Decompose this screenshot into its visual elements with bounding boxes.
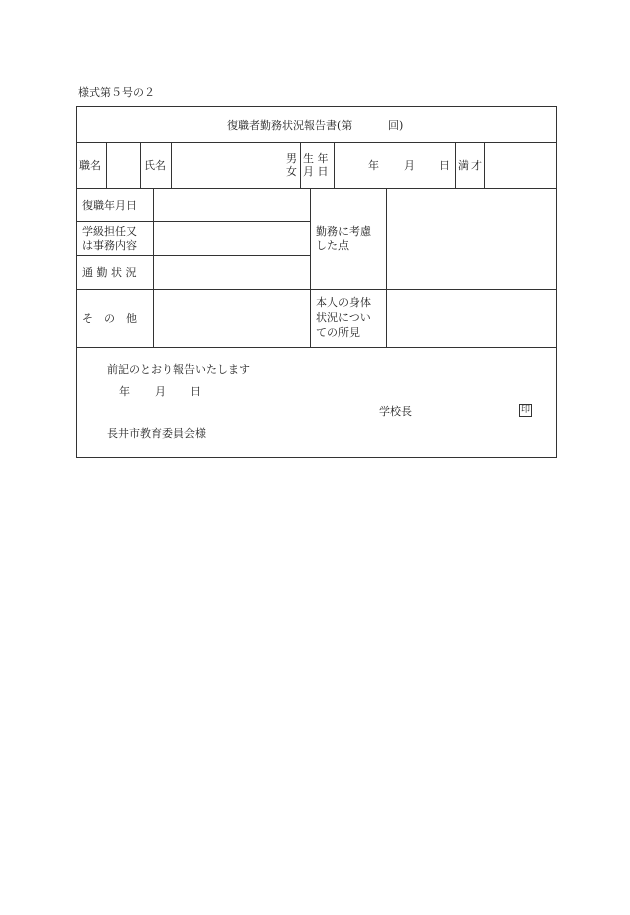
middle-column-divider xyxy=(310,188,311,347)
report-year-unit: 年 xyxy=(119,385,130,398)
age-field[interactable] xyxy=(485,143,556,188)
report-month-unit: 月 xyxy=(155,385,166,398)
age-label: 満 xyxy=(458,159,469,172)
other-divider xyxy=(76,347,557,348)
form-title: 復職者勤務状況報告書(第 xyxy=(227,119,353,132)
other-label: そ の 他 xyxy=(82,312,137,325)
other-field[interactable] xyxy=(154,290,310,347)
addressee: 長井市教育委員会様 xyxy=(107,427,206,440)
form-number: 様式第５号の２ xyxy=(78,86,155,99)
report-count-field[interactable] xyxy=(352,114,384,134)
commute-field[interactable] xyxy=(154,256,310,289)
health-opinion-field[interactable] xyxy=(387,290,556,347)
considerations-label-2: した点 xyxy=(316,239,349,252)
row1-divider xyxy=(455,142,456,188)
birth-day-unit: 日 xyxy=(439,159,450,172)
seal-mark: 印 xyxy=(520,405,530,415)
report-day-unit: 日 xyxy=(190,385,201,398)
principal-label: 学校長 xyxy=(379,405,412,418)
health-opinion-label-3: ての所見 xyxy=(316,326,360,339)
form-title-end: 回) xyxy=(388,119,404,132)
return-date-field[interactable] xyxy=(154,189,310,221)
report-statement: 前記のとおり報告いたします xyxy=(107,363,250,376)
class-duty-label-2: は事務内容 xyxy=(82,239,137,252)
birthdate-field[interactable] xyxy=(335,143,455,188)
name-label: 氏名 xyxy=(144,159,166,172)
gender-male-option[interactable]: 男 xyxy=(286,152,297,165)
job-title-field[interactable] xyxy=(107,143,140,188)
birthdate-label-top: 生 年 xyxy=(303,152,329,165)
report-date-field[interactable] xyxy=(100,380,210,398)
row1-divider xyxy=(300,142,301,188)
commute-label: 通 勤 状 況 xyxy=(82,266,137,279)
age-unit: 才 xyxy=(471,159,482,172)
class-duty-label-1: 学級担任又 xyxy=(82,225,137,238)
birthdate-label-bottom: 月 日 xyxy=(303,165,329,178)
principal-name-field[interactable] xyxy=(420,400,514,420)
considerations-label-1: 勤務に考慮 xyxy=(316,225,371,238)
considerations-field[interactable] xyxy=(387,189,556,289)
return-date-label: 復職年月日 xyxy=(82,199,137,212)
row1-divider xyxy=(140,142,141,188)
health-opinion-label-1: 本人の身体 xyxy=(316,296,371,309)
class-duty-field[interactable] xyxy=(154,222,310,255)
health-opinion-label-2: 状況につい xyxy=(316,311,371,324)
gender-female-option[interactable]: 女 xyxy=(286,165,297,178)
birth-month-unit: 月 xyxy=(404,159,415,172)
name-field[interactable] xyxy=(172,143,282,188)
job-title-label: 職名 xyxy=(79,159,101,172)
birth-year-unit: 年 xyxy=(368,159,379,172)
